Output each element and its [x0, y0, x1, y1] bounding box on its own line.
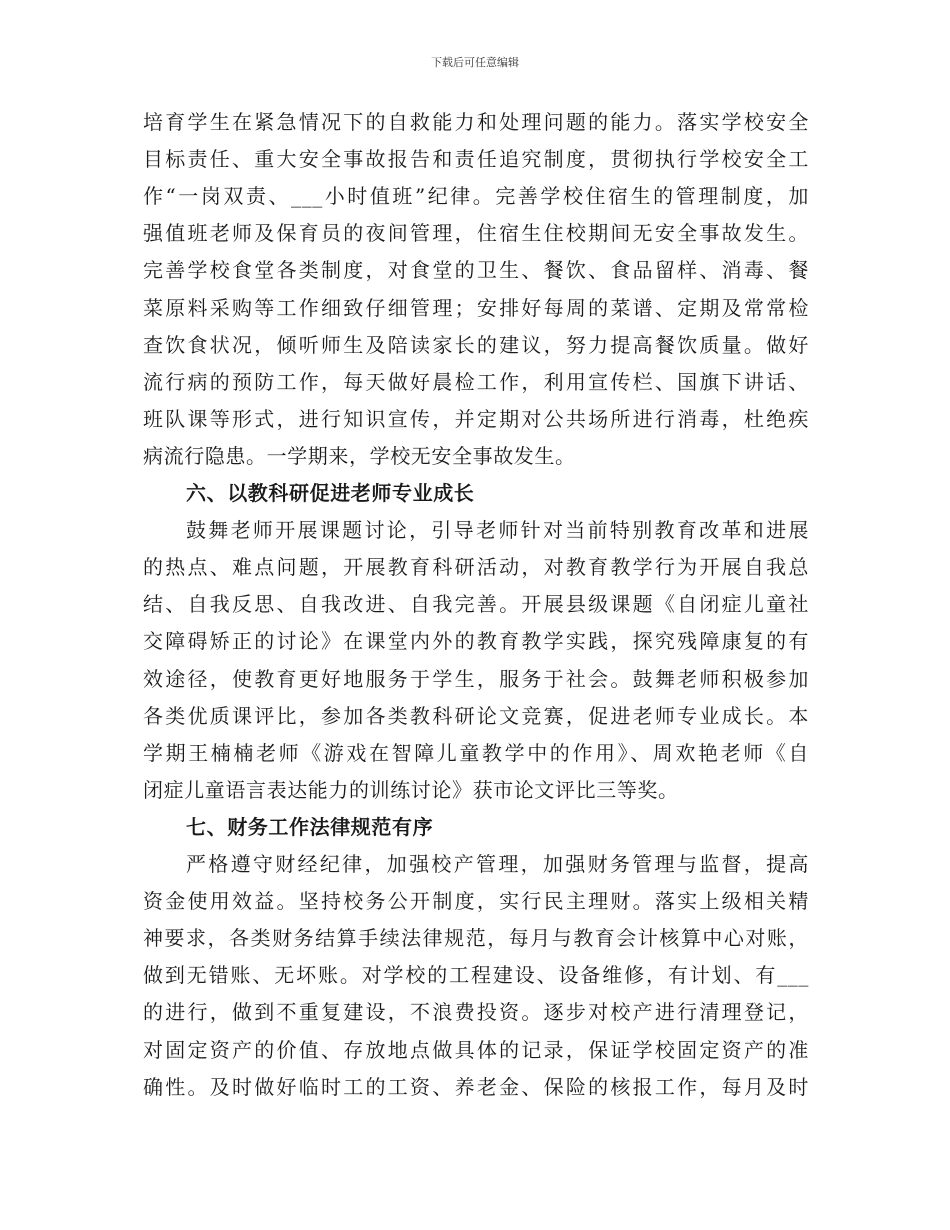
paragraph-line: 菜原料采购等工作细致仔细管理；安排好每周的菜谱、定期及常常检: [143, 295, 809, 320]
section-heading: 七、财务工作法律规范有序: [186, 814, 434, 839]
paragraph-line: 交障碍矫正的讨论》在课堂内外的教育教学实践，探究残障康复的有: [143, 629, 809, 654]
paragraph-line: 目标责任、重大安全事故报告和责任追究制度，贯彻执行学校安全工: [143, 147, 809, 172]
section-heading: 六、以教科研促进老师专业成长: [186, 481, 475, 505]
paragraph-line: 的进行，做到不重复建设，不浪费投资。逐步对校产进行清理登记，: [143, 1000, 809, 1025]
page-header: 下载后可任意编辑: [431, 56, 519, 69]
paragraph-line: 严格遵守财经纪律，加强校产管理，加强财务管理与监督，提高: [186, 852, 809, 876]
paragraph-line: 的热点、难点问题，开展教育科研活动，对教育教学行为开展自我总: [143, 555, 809, 580]
paragraph-line: 确性。及时做好临时工的工资、养老金、保险的核报工作，每月及时: [143, 1074, 809, 1099]
paragraph-line: 对固定资产的价值、存放地点做具体的记录，保证学校固定资产的准: [143, 1037, 809, 1062]
paragraph-line: 强值班老师及保育员的夜间管理，住宿生住校期间无安全事故发生。: [143, 221, 809, 246]
paragraph-line: 查饮食状况，倾听师生及陪读家长的建议，努力提高餐饮质量。做好: [143, 332, 809, 357]
paragraph-line: 闭症儿童语言表达能力的训练讨论》获市论文评比三等奖。: [143, 777, 679, 802]
paragraph-line: 鼓舞老师开展课题讨论，引导老师针对当前特别教育改革和进展: [186, 518, 809, 543]
paragraph-line: 班队课等形式，进行知识宣传，并定期对公共场所进行消毒，杜绝疾: [143, 406, 809, 431]
paragraph-line: 完善学校食堂各类制度，对食堂的卫生、餐饮、食品留样、消毒、餐: [143, 258, 809, 283]
paragraph-line: 神要求，各类财务结算手续法律规范，每月与教育会计核算中心对账，: [143, 926, 809, 951]
paragraph-line: 结、自我反思、自我改进、自我完善。开展县级课题《自闭症儿童社: [143, 592, 809, 617]
paragraph-line: 培育学生在紧急情况下的自救能力和处理问题的能力。落实学校安全: [143, 110, 809, 134]
paragraph-line: 流行病的预防工作，每天做好晨检工作，利用宣传栏、国旗下讲话、: [143, 369, 809, 394]
paragraph-line: 学期王楠楠老师《游戏在智障儿童教学中的作用》、周欢艳老师《自: [143, 740, 809, 765]
paragraph-line: 资金使用效益。坚持校务公开制度，实行民主理财。落实上级相关精: [143, 889, 809, 914]
paragraph-line: 各类优质课评比，参加各类教科研论文竞赛，促进老师专业成长。本: [143, 703, 809, 728]
paragraph-line: 作“一岗双责、___小时值班”纪律。完善学校住宿生的管理制度，加: [143, 184, 809, 209]
paragraph-line: 做到无错账、无坏账。对学校的工程建设、设备维修，有计划、有___: [143, 963, 809, 988]
paragraph-line: 效途径，使教育更好地服务于学生，服务于社会。鼓舞老师积极参加: [143, 666, 809, 691]
paragraph-line: 病流行隐患。一学期来，学校无安全事故发生。: [143, 443, 576, 468]
